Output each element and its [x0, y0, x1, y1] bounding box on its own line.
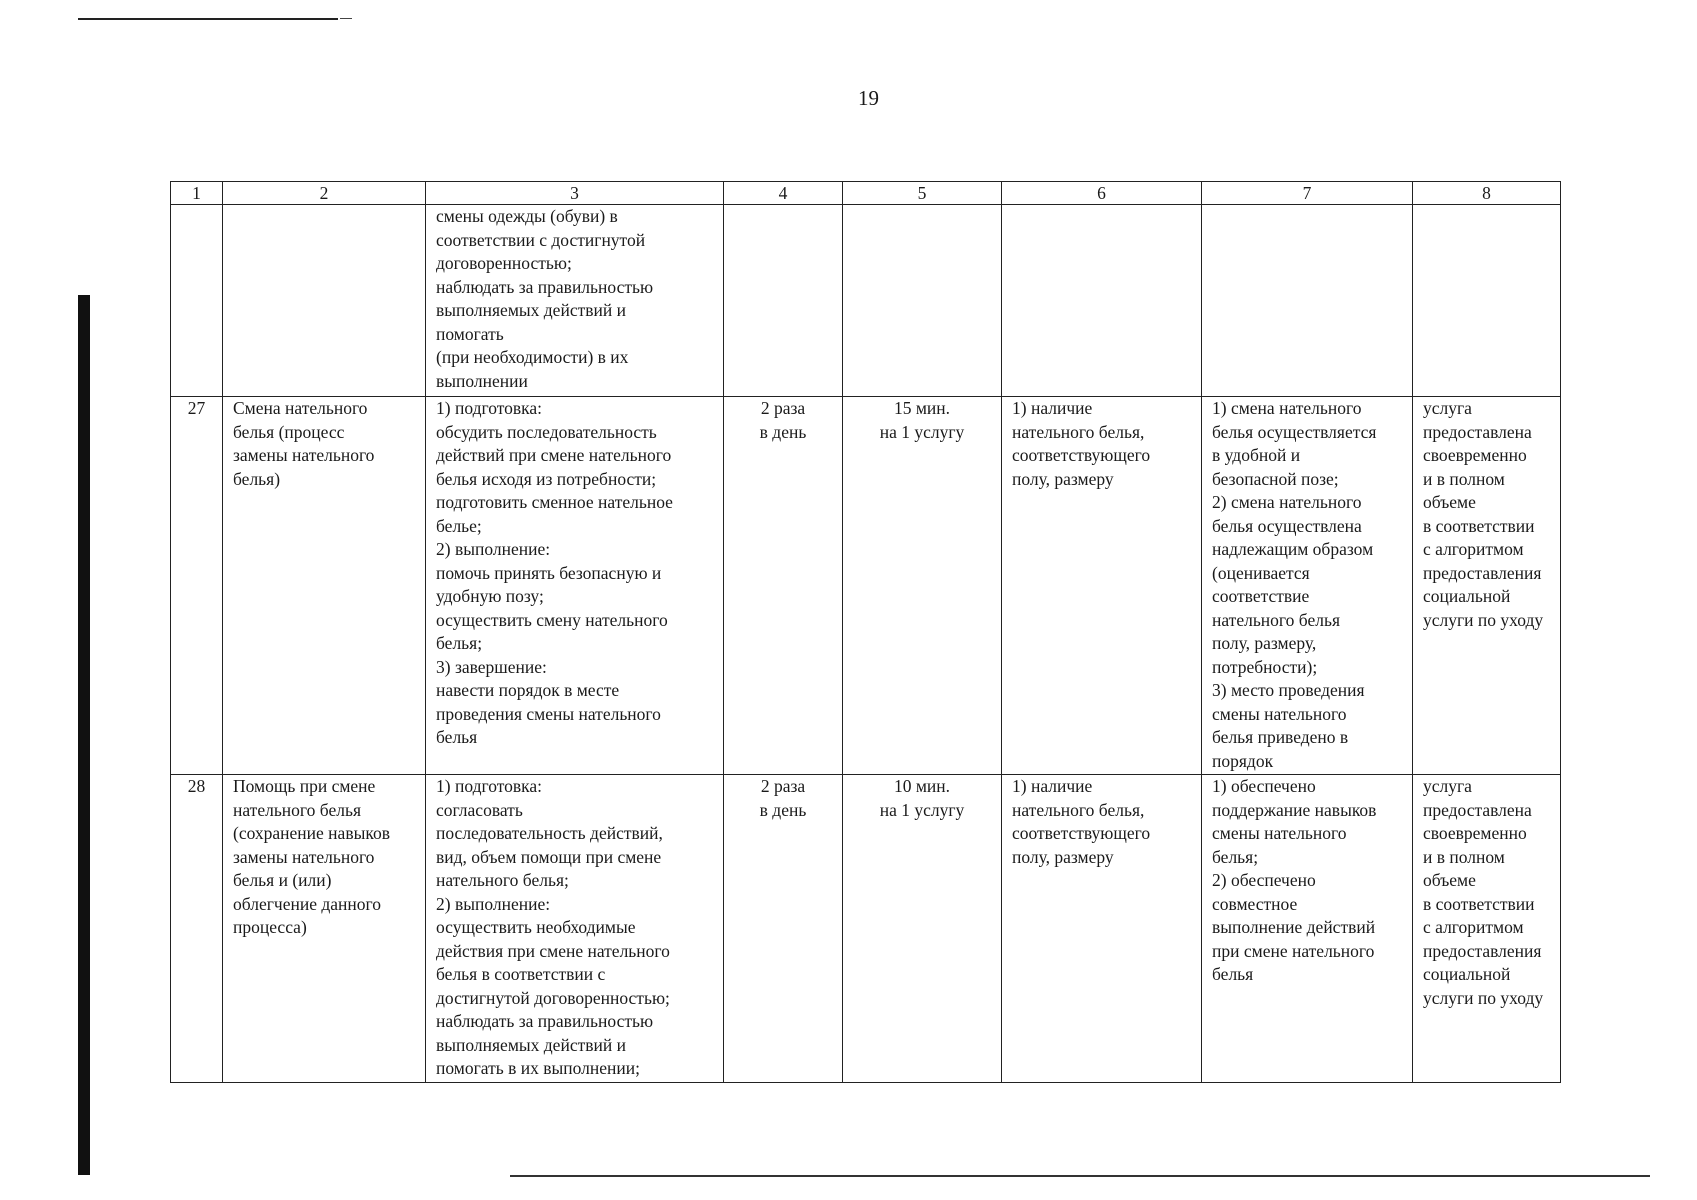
result-evaluation: услуга предоставлена своевременно и в полном объеме в соответствии с алгоритмом предоставления социальной услуги по уходу: [1413, 775, 1561, 1083]
scan-artifact-left-bar: [78, 295, 90, 1175]
column-header: 2: [223, 182, 426, 205]
service-frequency: [724, 205, 843, 397]
column-header: 7: [1202, 182, 1413, 205]
column-header: 4: [724, 182, 843, 205]
table-row: [171, 397, 1561, 775]
service-content: 1) подготовка: обсудить последовательность действий при смене нательного белья исходя из потребности; подготовить сменное нательное белье; 2) выполнение: помочь принять безопасную и удобную позу; осуществить смену нательного белья; 3) завершение: навести порядок в месте проведения смены нательного белья: [426, 397, 724, 775]
service-frequency: 2 раза в день: [724, 397, 843, 775]
scan-artifact-top-line: [78, 18, 338, 20]
result-evaluation: услуга предоставлена своевременно и в полном объеме в соответствии с алгоритмом предоставления социальной услуги по уходу: [1413, 397, 1561, 775]
service-content: 1) подготовка: согласовать последовательность действий, вид, объем помощи при смене нательного белья; 2) выполнение: осуществить необходимые действия при смене нательного белья в соответствии с достигнутой договоренностью; наблюдать за правильностью выполняемых действий и помогать в их выполнении;: [426, 775, 724, 1083]
services-table: [170, 181, 1561, 1083]
service-duration: 15 мин. на 1 услугу: [843, 397, 1002, 775]
column-header: 1: [171, 182, 223, 205]
service-content: смены одежды (обуви) в соответствии с достигнутой договоренностью; наблюдать за правильностью выполняемых действий и помогать (при необходимости) в их выполнении: [426, 205, 724, 397]
service-name: Помощь при смене нательного белья (сохранение навыков замены нательного белья и (или) облегчение данного процесса): [223, 775, 426, 1083]
table-row: [171, 205, 1561, 397]
table-row: [171, 775, 1561, 1083]
scan-artifact-bottom-line: [510, 1175, 1650, 1177]
table-header-row: [171, 182, 1561, 205]
result-evaluation: [1413, 205, 1561, 397]
quality-indicators: [1202, 205, 1413, 397]
column-header: 6: [1002, 182, 1202, 205]
row-number: 27: [171, 397, 223, 775]
service-duration: 10 мин. на 1 услугу: [843, 775, 1002, 1083]
quality-indicators: 1) обеспечено поддержание навыков смены нательного белья; 2) обеспечено совместное выполнение действий при смене нательного белья: [1202, 775, 1413, 1083]
row-number: [171, 205, 223, 397]
column-header: 3: [426, 182, 724, 205]
service-name: Смена нательного белья (процесс замены нательного белья): [223, 397, 426, 775]
service-conditions: 1) наличие нательного белья, соответствующего полу, размеру: [1002, 775, 1202, 1083]
scan-artifact-top-dash: [340, 18, 352, 19]
service-name: [223, 205, 426, 397]
column-header: 5: [843, 182, 1002, 205]
page-number: 19: [858, 86, 879, 110]
service-conditions: [1002, 205, 1202, 397]
quality-indicators: 1) смена нательного белья осуществляется в удобной и безопасной позе; 2) смена нательного белья осуществлена надлежащим образом (оценивается соответствие нательного белья полу, размеру, потребности); 3) место проведения смены нательного белья приведено в порядок: [1202, 397, 1413, 775]
service-conditions: 1) наличие нательного белья, соответствующего полу, размеру: [1002, 397, 1202, 775]
service-frequency: 2 раза в день: [724, 775, 843, 1083]
service-duration: [843, 205, 1002, 397]
column-header: 8: [1413, 182, 1561, 205]
row-number: 28: [171, 775, 223, 1083]
